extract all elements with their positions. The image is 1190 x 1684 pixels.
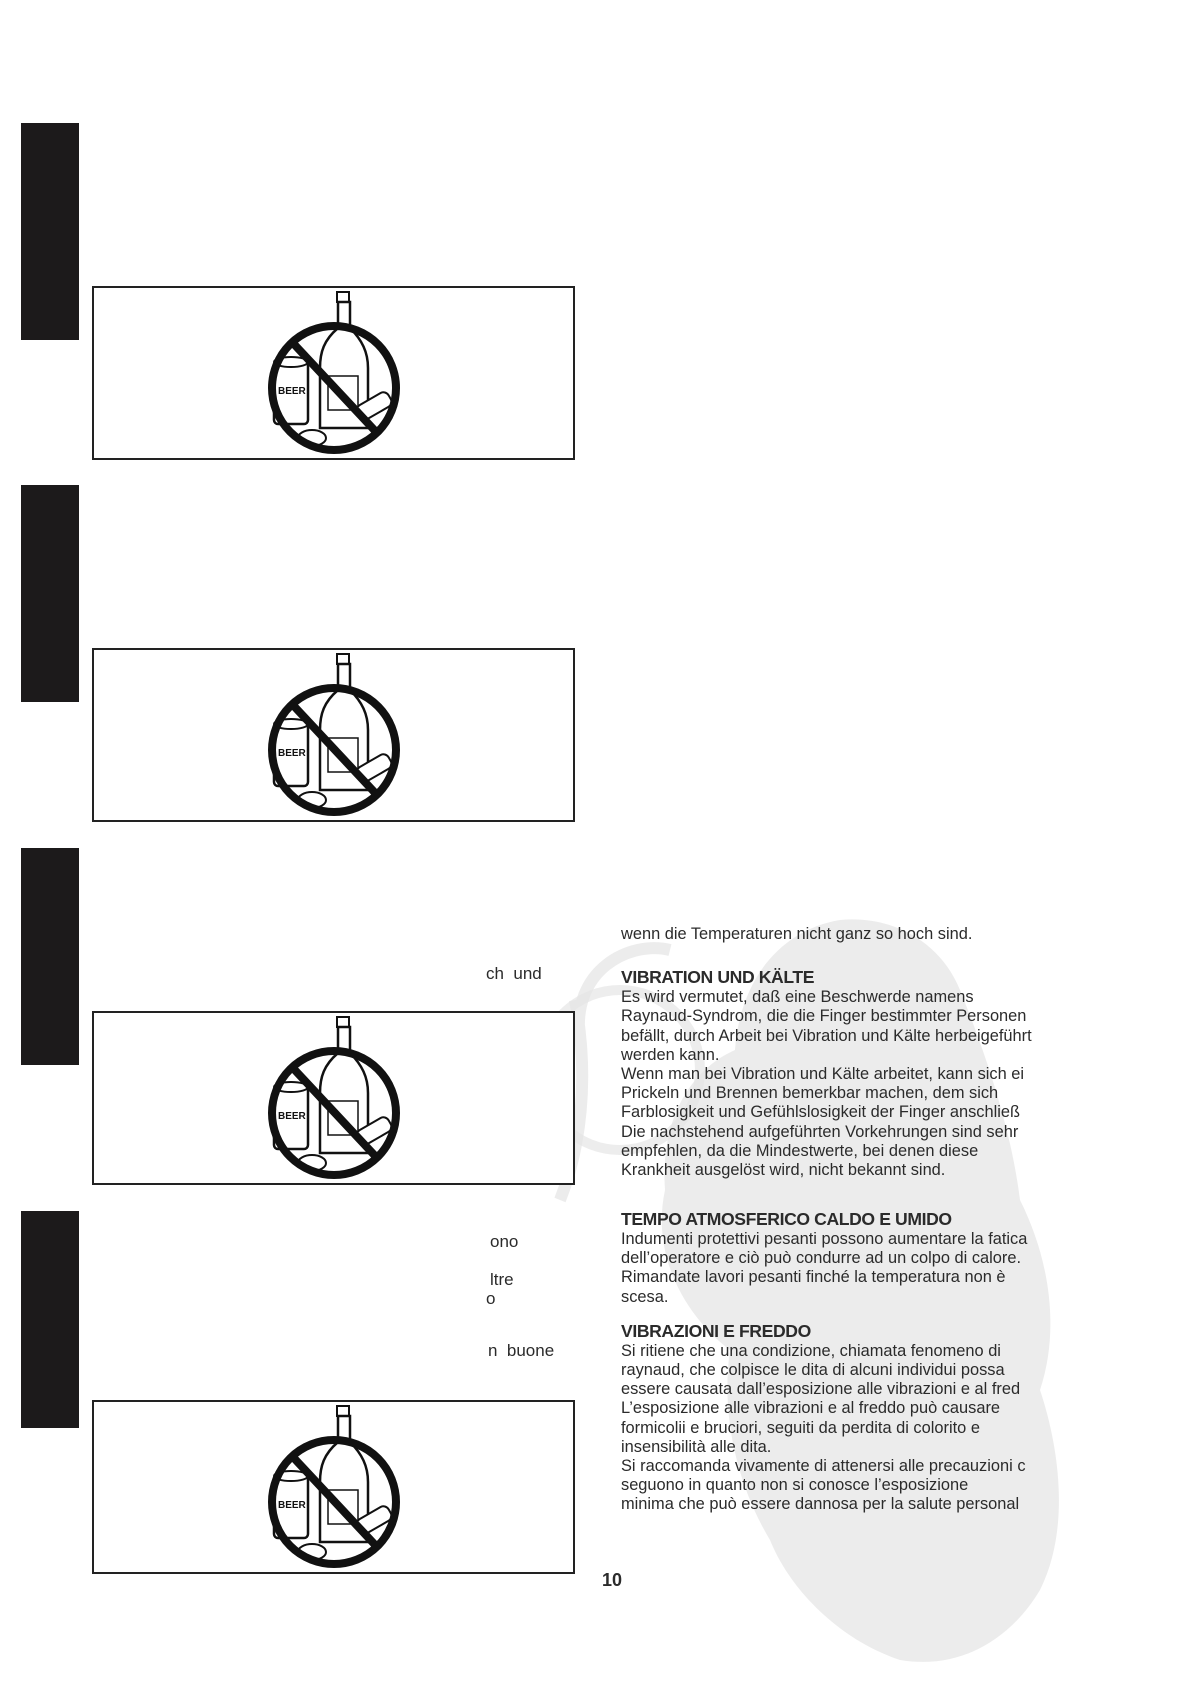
text-line: Krankheit ausgelöst wird, nicht bekannt sind. — [621, 1161, 946, 1180]
text-line: Indumenti protettivi pesanti possono aumentare la fatica — [621, 1230, 1028, 1248]
text-line: Die nachstehend aufgeführten Vorkehrungen sind sehr — [621, 1122, 1019, 1141]
left-text-fragment: ono — [490, 1232, 519, 1251]
text-line: raynaud, che colpisce le dita di alcuni individui possa — [621, 1361, 1005, 1380]
section-heading-vibration-cold-de: VIBRATION UND KÄLTE — [621, 967, 815, 988]
text-line: insensibilità alle dita. — [621, 1437, 772, 1456]
text-line: essere causata dall’esposizione alle vibrazioni e al fred — [621, 1380, 1021, 1399]
text-line: Es wird vermutet, daß eine Beschwerde namens — [621, 988, 974, 1007]
german-intro-text: wenn die Temperaturen nicht ganz so hoch sind. — [621, 925, 973, 943]
left-text-fragment: ch und — [486, 964, 542, 983]
no-alcohol-warning-box — [92, 648, 575, 822]
language-tab-1 — [21, 123, 79, 340]
page-number: 10 — [602, 1570, 623, 1590]
beer-can-label: BEER — [278, 1500, 306, 1511]
left-text-fragment: ltre — [490, 1270, 514, 1289]
italian-weather-text — [621, 1230, 1084, 1307]
text-line: minima che può essere dannosa per la salute personal — [621, 1495, 1020, 1514]
text-line: befällt, durch Arbeit bei Vibration und Kälte herbeigeführt — [621, 1026, 1032, 1045]
beer-can-label: BEER — [278, 748, 306, 759]
text-line: Raynaud-Syndrom, die die Finger bestimmter Personen — [621, 1007, 1027, 1026]
text-line: Prickeln und Brennen bemerkbar machen, dem sich — [621, 1084, 999, 1103]
no-alcohol-icon — [244, 1013, 424, 1185]
italian-vibration-text — [621, 1342, 1084, 1515]
language-tab-4 — [21, 1211, 79, 1428]
no-alcohol-warning-box — [92, 1400, 575, 1574]
text-line: werden kann. — [621, 1045, 720, 1064]
language-tab-2 — [21, 485, 79, 702]
german-vibration-text — [621, 988, 1084, 1180]
no-alcohol-icon — [244, 288, 424, 460]
text-line: seguono in quanto non si conosce l’esposizione — [621, 1476, 969, 1495]
beer-can-label: BEER — [278, 386, 306, 397]
italian-section — [621, 1209, 1084, 1515]
no-alcohol-warning-box — [92, 286, 575, 460]
language-tab-3 — [21, 848, 79, 1065]
text-line: scesa. — [621, 1287, 669, 1306]
text-line: Si raccomanda vivamente di attenersi alle precauzioni c — [621, 1457, 1026, 1476]
text-line: dell’operatore e ciò può condurre ad un colpo di calore. — [621, 1249, 1022, 1268]
text-line: Farblosigkeit und Gefühlslosigkeit der Finger anschließ — [621, 1103, 1021, 1122]
text-line: Rimandate lavori pesanti finché la temperatura non è — [621, 1268, 1006, 1287]
section-heading-vibration-cold-it: VIBRAZIONI E FREDDO — [621, 1320, 811, 1341]
text-line: empfehlen, da die Mindestwerte, bei denen diese — [621, 1141, 979, 1160]
text-line: formicolii e bruciori, seguiti da perdita di colorito e — [621, 1418, 980, 1437]
text-line: Si ritiene che una condizione, chiamata fenomeno di — [621, 1341, 1001, 1360]
text-line: Wenn man bei Vibration und Kälte arbeitet, kann sich ei — [621, 1065, 1025, 1084]
left-text-fragment: n buone — [488, 1341, 555, 1360]
text-line: L’esposizione alle vibrazioni e al freddo può causare — [621, 1399, 1001, 1418]
beer-can-label: BEER — [278, 1111, 306, 1122]
german-section — [621, 925, 1084, 1180]
section-heading-hot-humid-it: TEMPO ATMOSFERICO CALDO E UMIDO — [621, 1209, 952, 1229]
no-alcohol-icon — [244, 1402, 424, 1574]
no-alcohol-icon — [244, 650, 424, 822]
no-alcohol-warning-box — [92, 1011, 575, 1185]
left-text-fragment: o — [486, 1289, 496, 1308]
